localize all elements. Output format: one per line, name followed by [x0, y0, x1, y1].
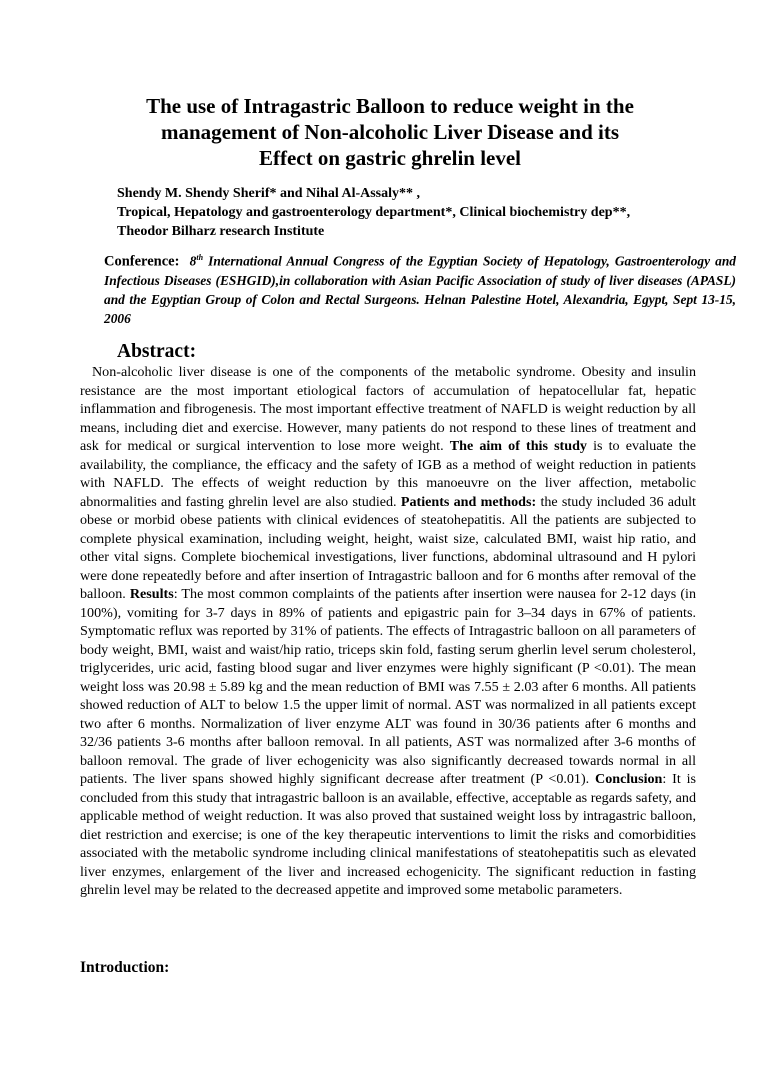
title-line-1: The use of Intragastric Balloon to reduce weight in the — [146, 94, 634, 118]
conference-ordinal-suffix: th — [196, 253, 204, 262]
aim-label: The aim of this study — [449, 438, 587, 454]
title-line-2: management of Non-alcoholic Liver Disease and its — [160, 120, 620, 144]
author-block — [117, 184, 737, 241]
abstract-body — [80, 363, 696, 900]
affiliation-dep-marker: dep**, — [590, 205, 631, 220]
conference-text: International Annual Congress of the Egyptian Society of Hepatology, Gastroenterology and Infectious Diseases (ESHGID),in collaboration with Asian Pacific Association of study of liver diseases (APASL) and the Egyptian Group of Colon and Rectal Surgeons. Helnan Palestine Hotel, Alexandria, Egypt, Sept 13-15, 2006 — [104, 253, 736, 327]
introduction-heading: Introduction: — [80, 959, 170, 976]
abstract-aim: is to evaluate the availability, the compliance, the efficacy and the safety of IGB as a method of weight reduction in patients with NAFLD. The effects of weight reduction by this manoeuvre on the liver affection, metabolic abnormalities and fasting ghrelin level are also studied. — [80, 438, 696, 510]
author-names: Shendy M. Shendy Sherif* and Nihal Al-Assaly** , — [117, 186, 421, 201]
abstract-background: Non-alcoholic liver disease is one of the components of the metabolic syndrome. Obesity and insulin resistance are the most important etiological factors of accumulation of hepatocellular fat, hepatic inflammation and fibrogenesis. The most important effective treatment of NAFLD is weight reduction by all means, including diet and exercise. However, many patients do not respond to these lines of treatment and ask for medical or surgical intervention to lose more weight. — [80, 364, 696, 454]
conference-ordinal: 8 — [189, 253, 197, 269]
title-line-3: Effect on gastric ghrelin level — [258, 146, 522, 170]
methods-label: Patients and methods: — [400, 493, 537, 510]
conclusion-label: Conclusion — [595, 771, 663, 787]
results-label: Results — [129, 586, 174, 602]
abstract-conclusion: : It is concluded from this study that intragastric balloon is an available, effective, acceptable as regards safety, and applicable method of weight reduction. It was also proved that sustained weight loss by intragastric balloon, diet restriction and exercise; is one of the key therapeutic interventions to limit the risks and comorbidities associated with the metabolic syndrome including clinical manifestations of steatohepatitis such as elevated liver enzymes, enlargement of the liver and increased echogenicity. The significant reduction in fasting ghrelin level may be related to the decreased appetite and improved some metabolic parameters. — [80, 771, 696, 898]
affiliation-line-1 — [117, 203, 727, 222]
conference-info — [104, 248, 736, 328]
abstract-heading: Abstract: — [117, 341, 197, 362]
abstract-paragraph — [80, 363, 696, 900]
conference-label: Conference: — [104, 253, 180, 270]
abstract-results: : The most common complaints of the patients after insertion were nausea for 2-12 days (in 100%), vomiting for 3-7 days in 89% of patients and epigastric pain for 3–34 days in 67% of patients. Symptomatic reflux was reported by 31% of patients. The effects of Intragastric balloon on all parameters of body weight, BMI, waist and waist/hip ratio, triceps skin fold, fasting serum gherlin level serum cholesterol, triglycerides, uric acid, fasting blood sugar and liver enzymes were highly significant (P <0.01). The mean weight loss was 20.98 ± 5.89 kg and the mean reduction of BMI was 7.55 ± 2.03 after 6 months. All patients showed reduction of ALT to below 1.5 the upper limit of normal. AST was normalized in all patients except two after 6 months. Normalization of liver enzyme ALT was found in 30/36 patients after 6 months and 32/36 patients 3-6 months after balloon removal. In all patients, AST was normalized after 3-6 months of balloon removal. The grade of liver echogenicity was also significantly decreased towards normal in all patients. The liver spans showed highly significant decrease after treatment (P <0.01). — [80, 586, 696, 787]
affiliation-institute: Theodor Bilharz research Institute — [117, 224, 325, 239]
abstract-methods: the study included 36 adult obese or morbid obese patients with clinical evidences of steatohepatitis. All the patients are subjected to complete physical examination, including weight, height, waist size, calculated BMI, waist hip ratio, and other vital signs. Complete biochemical investigations, liver functions, abdominal ultrasound and H pylori were done repeatedly before and after insertion of Intragastric balloon and for 6 months after removal of the balloon. — [80, 493, 696, 602]
paper-title — [100, 93, 680, 171]
affiliation-departments: Tropical, Hepatology and gastroenterology department*, Clinical biochemistry — [117, 205, 588, 220]
